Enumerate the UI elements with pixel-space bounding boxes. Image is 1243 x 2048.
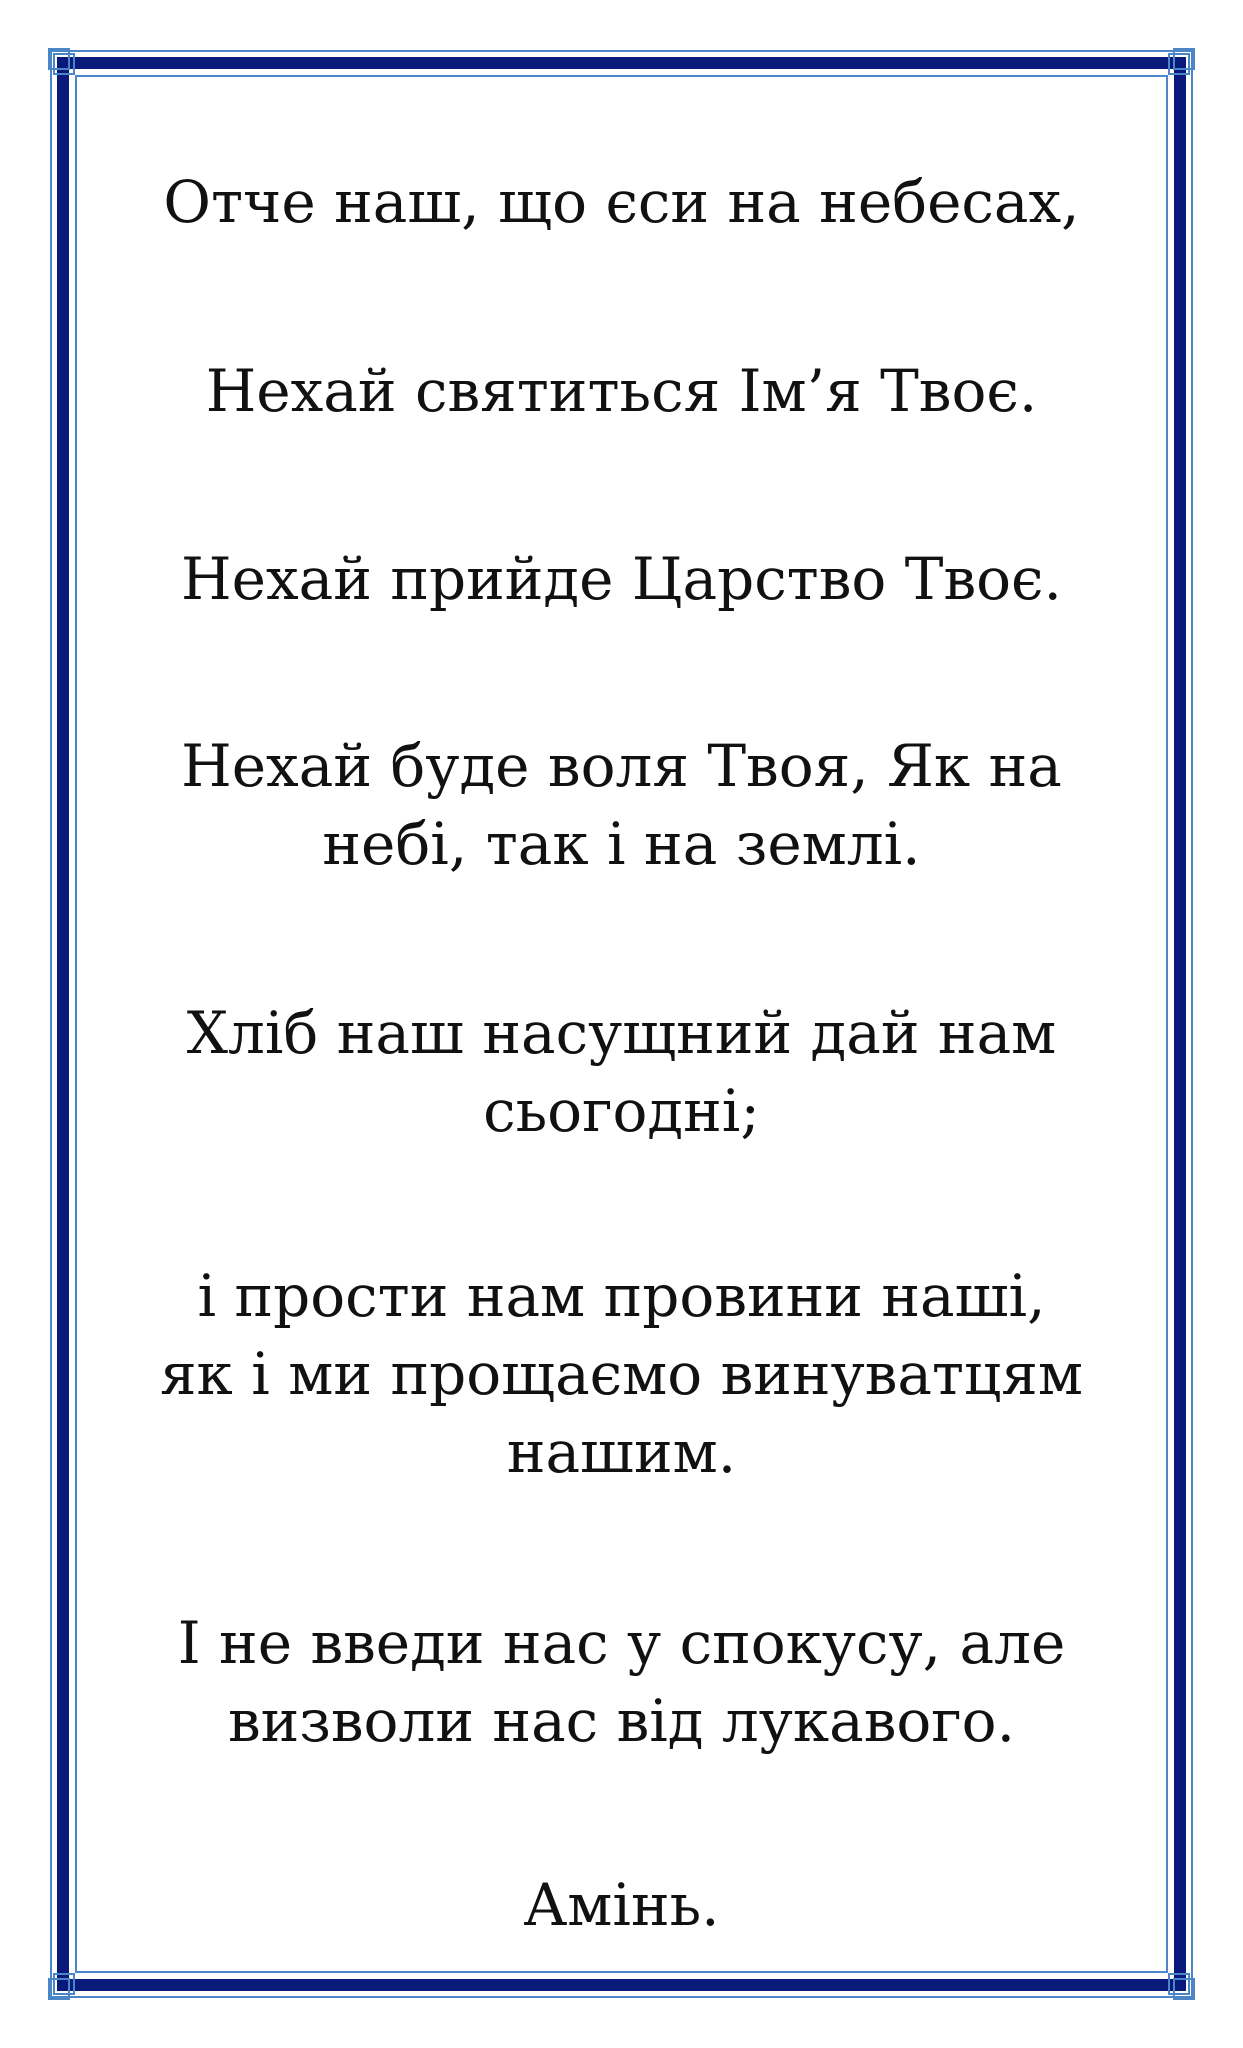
stanza-5: Хліб наш насущний дай нам сьогодні; — [186, 999, 1057, 1145]
stanza-2: Нехай святиться Ім’я Твоє. — [205, 357, 1038, 425]
corner-ornament-bottom-right — [1155, 1960, 1195, 2000]
stanza-6: і прости нам провини наші, як і ми прощаємо винуватцям нашим. — [159, 1262, 1084, 1486]
corner-ornament-bottom-left — [48, 1960, 88, 2000]
stanza-7: І не введи нас у спокусу, але визволи нас від лукавого. — [177, 1609, 1066, 1755]
corner-ornament-top-left — [48, 48, 88, 88]
stanza-1: Отче наш, що єси на небесах, — [163, 168, 1080, 236]
amen: Амінь. — [523, 1871, 720, 1939]
stanza-3: Нехай прийде Царство Твоє. — [181, 545, 1062, 613]
stanza-4: Нехай буде воля Твоя, Як на небі, так і на землі. — [181, 732, 1062, 878]
prayer-text — [100, 0, 1143, 2048]
corner-ornament-top-right — [1155, 48, 1195, 88]
